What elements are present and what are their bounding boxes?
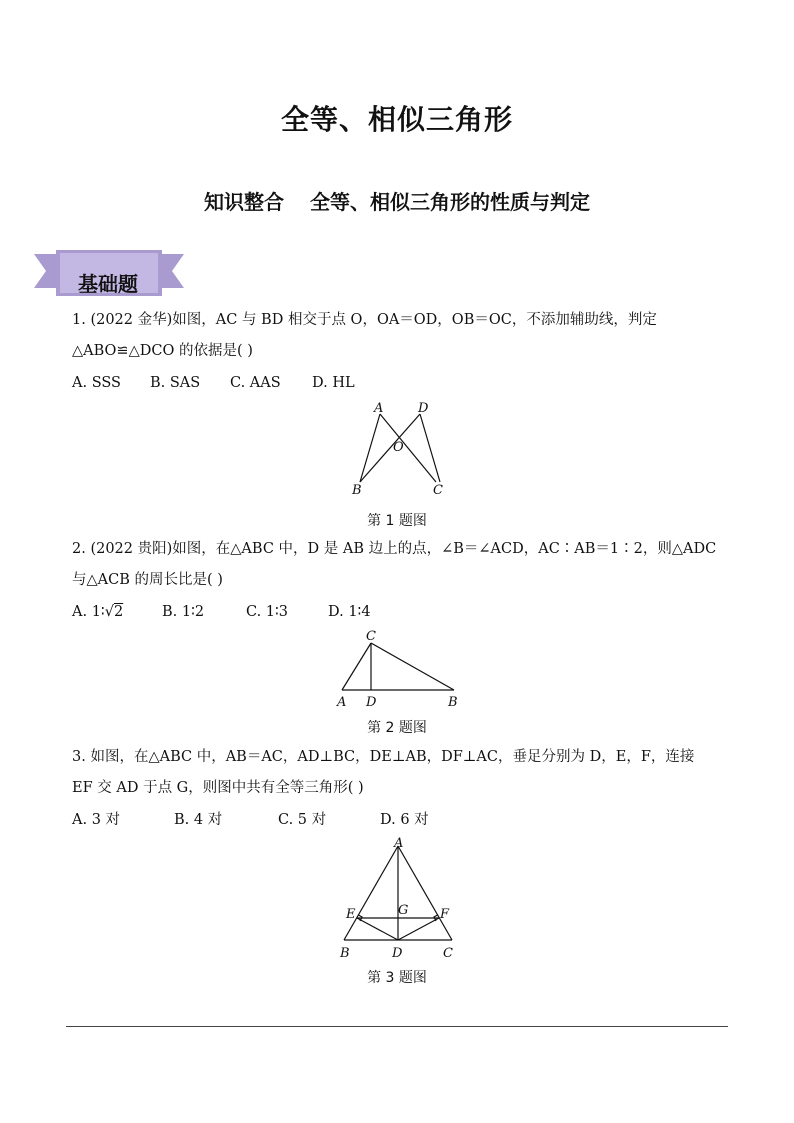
q2-label-b: B: [448, 695, 458, 710]
q1-label-a: A: [374, 401, 384, 416]
q1-label-d: D: [418, 401, 429, 416]
sqrt-icon: √: [104, 604, 114, 620]
q2-label-d: D: [366, 695, 377, 710]
q3-label-a: A: [394, 836, 404, 851]
q1-option-c: C. AAS: [230, 375, 281, 391]
q2-line2: 与△ACB 的周长比是( ): [72, 572, 223, 588]
q1-option-d: D. HL: [312, 375, 355, 391]
q3-option-c: C. 5 对: [278, 812, 327, 828]
q1-caption: 第 1 题图: [367, 513, 427, 529]
q3-option-b: B. 4 对: [174, 812, 223, 828]
q1-option-a: A. SSS: [72, 375, 121, 391]
q3-label-b: B: [340, 946, 350, 961]
section-title-part1: 知识整合: [204, 190, 284, 214]
q2-option-a-prefix: A. 1∶: [72, 604, 105, 620]
q2-label-a: A: [337, 695, 347, 710]
q1-figure: [340, 398, 460, 500]
q3-line1: 3. 如图，在△ABC 中，AB＝AC，AD⊥BC，DE⊥AB，DF⊥AC，垂足分别为 D，E，F，连接: [72, 749, 695, 765]
section-title-part2: 全等、相似三角形的性质与判定: [310, 190, 590, 214]
q2-option-c: C. 1∶3: [246, 604, 289, 620]
q2-options: [72, 602, 371, 622]
page-title: 全等、相似三角形: [280, 103, 513, 136]
q3-line2: EF 交 AD 于点 G，则图中共有全等三角形( ): [72, 780, 364, 796]
q1-line1: 1. (2022 金华)如图，AC 与 BD 相交于点 O，OA＝OD，OB＝OC，不添加辅助线，判定: [72, 312, 657, 328]
q2-option-b: B. 1∶2: [162, 604, 205, 620]
q3-caption: 第 3 题图: [367, 970, 427, 986]
q1-label-b: B: [352, 483, 362, 498]
q1-option-b: B. SAS: [150, 375, 201, 391]
footer-rule: [66, 1026, 728, 1027]
banner-label: 基础题: [78, 272, 138, 296]
q3-label-g: G: [398, 903, 409, 918]
q3-options: [72, 810, 429, 830]
q2-label-c: C: [366, 629, 376, 644]
q3-option-a: A. 3 对: [72, 812, 121, 828]
q1-options: [72, 373, 355, 393]
q3-label-f: F: [440, 907, 450, 922]
q3-label-d: D: [392, 946, 403, 961]
q1-line2: △ABO≌△DCO 的依据是( ): [72, 343, 253, 359]
q3-label-c: C: [443, 946, 453, 961]
q2-option-d: D. 1∶4: [328, 604, 371, 620]
q3-option-d: D. 6 对: [380, 812, 429, 828]
q2-figure: [330, 626, 470, 712]
q3-figure: [330, 832, 470, 964]
q1-label-c: C: [433, 483, 443, 498]
q3-label-e: E: [346, 907, 356, 922]
section-title: [0, 186, 794, 215]
q2-caption: 第 2 题图: [367, 720, 427, 736]
q2-option-a-root: 2: [113, 604, 124, 620]
q2-line1: 2. (2022 贵阳)如图，在△ABC 中，D 是 AB 边上的点，∠B＝∠ACD，AC∶AB＝1∶2，则△ADC: [72, 541, 717, 557]
q2-option-a: [72, 602, 162, 622]
q1-label-o: O: [393, 440, 404, 455]
